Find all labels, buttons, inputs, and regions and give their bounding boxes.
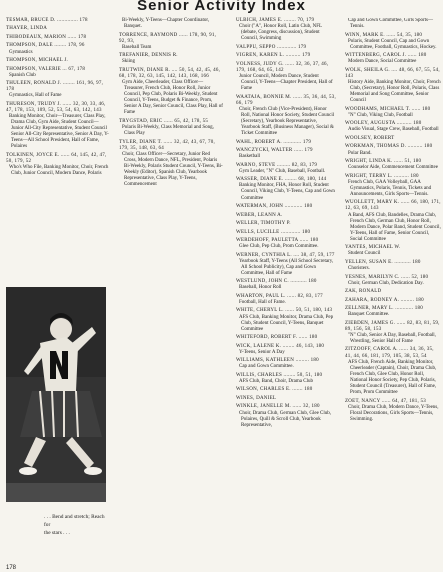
student-name: ZIEBDEN, JAMES G. ...... 82, 83, 81, 59, 89, 156, 58, 153 xyxy=(345,320,440,332)
student-activities: Choir ("A", Honor Roll, Latin Club, NFL (debate, Congress, discussion), Student Council, Swimming xyxy=(239,24,322,42)
student-name: THULEEN, RONALD J. ........ 161, 96, 97, 178 xyxy=(6,81,104,93)
student-activities: Modern Dance, Social Committee xyxy=(348,59,417,65)
student-name: TORRENCE, RAYMOND ...... 178, 90, 91, 92, 93, xyxy=(119,32,217,44)
index-entry xyxy=(119,33,223,51)
photo-caption xyxy=(44,513,108,537)
index-entry xyxy=(6,102,109,151)
student-name: WERNER, CYNTHIA L. .... 38, 47, 59, 177 xyxy=(236,252,335,258)
student-activities: Gym Aide, Cheerleader, Class Officer—Treasurer, French Club, Honor Roll, Junior Council, Pep Club, Polaris Bi-Weekly, Student Council, Y-Teens, Budget & Finance, Prom, Senior A Day, Senior Council, Class Play, Hall of Fame xyxy=(122,80,223,116)
student-name: WOOLSEY, ROBERT xyxy=(345,135,395,141)
student-name: WOLK, SHEILA G. .... 48, 66, 67, 55, 54, 143 xyxy=(345,67,440,79)
student-name: WITTENBERG, CAROL J. ...... 180 xyxy=(345,53,427,59)
student-name: WHITEFORD, ROBERT F. ...... 180 xyxy=(236,335,318,341)
student-activities: Baseball Team xyxy=(122,44,152,50)
index-entry xyxy=(345,53,441,65)
student-name: THOMPSON, MICHAEL J. xyxy=(6,58,69,64)
student-activities: Choir, Drama Club, German Club, Glee Club, Polaires, Quill & Scroll Club, Yearbook Representative, xyxy=(239,410,332,428)
index-entry xyxy=(236,253,336,277)
student-name: ZOET, NANCY ...... 64, 47, 181, 53 xyxy=(345,398,426,404)
index-entry xyxy=(236,177,336,201)
student-activities: AFS Club, Band, Choir, Drama Club xyxy=(239,378,313,384)
index-entry xyxy=(119,140,223,189)
index-entry xyxy=(236,404,336,428)
index-entry xyxy=(236,335,336,341)
index-entry xyxy=(6,58,109,64)
student-activities: Football, Hall of Fame. xyxy=(239,300,286,305)
index-entry xyxy=(236,230,336,236)
student-activities: Cap and Gown Committee. xyxy=(239,364,294,370)
student-activities: Y-Teens, Senior A Day xyxy=(239,349,285,355)
student-name: WILSON, CHARLES E. ....... 180 xyxy=(236,387,313,393)
student-activities: Choir, French Club (Vice-President), Honor Roll, National Honor Society, Student Council (Secretary), Yearbook Representative, Yearbook Staff, (Business Manager), Social & Ticket Committee xyxy=(239,106,335,137)
cheerleader-illustration xyxy=(6,287,106,502)
student-name: WRIGHT, TERRY L. .......... 180 xyxy=(345,173,419,179)
index-column-4 xyxy=(345,18,441,425)
index-entry xyxy=(119,18,223,30)
index-entry xyxy=(236,387,336,393)
student-activities: Polaris, Student Council, Cap and Gown Committee, Football, Gymnastics, Hockey. xyxy=(348,38,437,50)
student-name: WOODHAMS, MICHAEL T. ...... 180 xyxy=(345,106,431,112)
index-entry xyxy=(236,18,336,42)
student-name: ULBICH, JAMES E. ........ 70, 179 xyxy=(236,18,315,23)
student-activities: Gymnastics xyxy=(9,49,33,55)
student-name: ZAHARA, RODNEY A. ......... 180 xyxy=(345,297,424,303)
index-entry xyxy=(236,204,336,210)
index-entry xyxy=(236,396,336,402)
index-entry xyxy=(345,306,441,318)
student-activities: Polar Band. xyxy=(348,150,372,156)
index-entry xyxy=(236,140,336,146)
student-activities: Polaris Bi-Weekly, Class Memorial and Song, Class Play xyxy=(122,125,214,137)
index-entry xyxy=(345,136,441,142)
index-entry xyxy=(345,289,441,295)
student-name: WINKLE, JANELLE M. ...... 32, 180 xyxy=(236,404,320,410)
student-activities: Glee Club, Pep Club, Prom Committee. xyxy=(239,244,319,250)
student-activities: A Band, AFS Club, Bandelles, Drama Club, French Club, German Club, Honor Roll, Modern Dance, Polar Band, Student Council, Y-Teens, Hall of Fame, Senior Council, Social Committee xyxy=(348,212,441,242)
caption-line: the stars . . . xyxy=(44,530,70,536)
student-name: WILLIS, CHARLES ........ 50, 51, 180 xyxy=(236,372,323,378)
index-entry xyxy=(345,174,441,198)
index-entry xyxy=(236,279,336,291)
student-name: YANTES, MICHAEL W. xyxy=(345,245,401,251)
index-entry xyxy=(236,213,336,219)
student-name: THOMPSON, VALERIE ... 67, 178 xyxy=(6,66,86,72)
index-entry xyxy=(236,308,336,332)
index-entry xyxy=(6,26,109,32)
student-activities: Spanish Club xyxy=(9,72,36,78)
student-activities: Counselor Aide, Commencement Committee xyxy=(348,165,438,171)
student-name: TYLER, DIANE T. ...... 32, 42, 43, 67, 70, 179, 35, 148, 63, 64 xyxy=(119,139,216,151)
student-name: WASSER, DIANE E. ........ 68, 180, 144 xyxy=(236,177,327,183)
student-activities: Cap and Gown Committee, Girls Sports—Tennis. xyxy=(348,18,433,30)
index-entry xyxy=(236,148,336,160)
index-entry xyxy=(345,347,441,396)
index-entry xyxy=(345,275,441,287)
student-name: ZITZOOFF, CAROL A. ...... 34, 36, 35, 41, 44, 66, 181, 179, 105, 38, 53, 54 xyxy=(345,347,434,359)
index-entry xyxy=(345,68,441,105)
student-name: WORKMAN, THOMAS D. .......... 180 xyxy=(345,144,433,150)
student-name: WEBER, LEANN A. xyxy=(236,212,283,218)
index-entry xyxy=(345,245,441,257)
student-name: THURESON, TRUDY J. ...... 32, 30, 33, 46, 47, 178, 153, 109, 52, 53, 54, 63, 142, 143 xyxy=(6,101,106,113)
student-name: TRUTWIN, DIANE R. .... 50, 54, 42, 45, 46, 68, 178, 32, 63, 145, 142, 143, 168, 166 xyxy=(119,67,221,79)
student-activities: Banquet Committee. xyxy=(348,312,390,318)
index-entry xyxy=(345,144,441,156)
index-column-2 xyxy=(119,18,223,191)
student-name: WESTLUND, JOHN C. ........... 180 xyxy=(236,279,317,285)
index-entry xyxy=(236,238,336,250)
index-entry xyxy=(345,33,441,51)
index-entry xyxy=(236,294,336,306)
student-activities: Choir, Drama Club, Modern Dance, Y-Teens, Floral Decorations, Girls Sports—Tennis, Swimming. xyxy=(348,404,439,422)
index-entry xyxy=(345,321,441,345)
student-activities: Basketball xyxy=(239,154,261,160)
index-entry xyxy=(6,153,109,177)
student-activities: AFS Club, French Aide, Banking Monitor, Cheerleader (Captain), Choir, Drama Club, French Club, Glee Club, Honor Roll, National Honor Society, Pep Club, Polaris, Student Council (Treasurer), Hall of Fame, Prom, Prom Committee xyxy=(348,359,437,396)
index-entry xyxy=(345,18,441,30)
student-name: TOLKINEN, JOYCE E. ...... 64, 145, 42, 47, 50, 179, 52 xyxy=(6,152,107,164)
index-column-3 xyxy=(236,18,336,431)
student-name: WINN, MARK E. ...... 54, 35, 180 xyxy=(345,32,423,38)
page-title: Senior Activity Index xyxy=(137,0,306,14)
student-name: WERDEHOFF, PAULETTA ...... 180 xyxy=(236,237,319,243)
index-entry xyxy=(236,358,336,370)
student-name: YESNES, MARILYN C. ...... 52, 180 xyxy=(345,274,429,280)
index-entry xyxy=(6,67,109,79)
student-name: WICK, LALENE K. ........ 46, 143, 180 xyxy=(236,343,325,349)
student-activities: Skiing xyxy=(122,59,136,65)
index-entry xyxy=(345,399,441,423)
student-name: WUOLLETT, MARY K. ...... 66, 180, 171, 12, 63, 69, 143 xyxy=(345,200,441,212)
student-activities: Student Council xyxy=(348,251,381,257)
index-entry xyxy=(345,200,441,243)
student-name: ZELLNER, MARY L. ............ 180 xyxy=(345,306,424,312)
index-entry xyxy=(345,159,441,171)
student-name: WILLIAMS, KATHLEEN ......... 180 xyxy=(236,358,319,364)
index-entry xyxy=(6,81,109,99)
student-name: YELLEN, SUSAN E. ........... 180 xyxy=(345,259,421,265)
index-entry xyxy=(236,373,336,385)
student-activities: Who's Who File, Banking Monitor, Choir, French Club, Junior Council, Modern Dance, Polaris xyxy=(9,165,109,177)
index-entry xyxy=(236,62,336,92)
student-name: TRYGSTAD, ERIC ...... 65, 42, 178, 55 xyxy=(119,118,209,124)
index-entry xyxy=(6,35,109,41)
student-name: WARNO, STEVE ......... 82, 83, 179 xyxy=(236,162,318,168)
student-activities: Yearbook Staff, Y-Teens (All School Secretary, All School Publicity), Cap and Gown Committee, Hall of Fame xyxy=(239,258,334,276)
student-activities: "N" Club, Senior A Day, Baseball, Football, Wrestling, Senior Hall of Fame xyxy=(348,332,436,344)
student-name: WELLS, LUCILLE ............. 180 xyxy=(236,229,311,235)
index-entry xyxy=(119,53,223,65)
student-activities: AFS Club, Banking Monitor, Drama Club, Pep Club, Student Council, Y-Teens, Banquet Committee xyxy=(239,314,334,332)
student-name: VALPPU, SEPPO ............. 179 xyxy=(236,44,307,50)
student-activities: Bi-Weekly, Y-Teens—Chapter Coordinator, Banquet. xyxy=(122,18,210,30)
index-entry xyxy=(236,53,336,59)
student-name: WRIGHT, LINDA K. ...... 51, 180 xyxy=(345,159,422,164)
student-activities: Banking Monitor, FHA, Honor Roll, Student Council, Viking Club, Y-Teens, Cap and Gown Committee xyxy=(239,183,335,201)
index-entry xyxy=(236,221,336,227)
index-entry xyxy=(236,344,336,356)
student-name: WHITE, CHERYL L. ...... 50, 51, 180, 143 xyxy=(236,308,333,314)
index-entry xyxy=(345,107,441,119)
student-name: WELLER, TIMOTHY P. xyxy=(236,221,291,227)
student-name: ZAK, RONALD xyxy=(345,289,382,295)
student-activities: Gymnastics, Hall of Fame xyxy=(9,93,62,99)
index-entry xyxy=(6,18,109,24)
student-activities: Banking Monitor, Choir—Treasurer, Class Play, Drama Club, Gym Aide, Student Council—Junior All-City Representative, Student Council Senior All-City Representative, Senior A Day, Y-Teens—All School President, Hall of Fame, Polaires xyxy=(9,113,109,150)
index-entry xyxy=(119,68,223,117)
student-name: THIBODEAUX, MARION ...... 178 xyxy=(6,34,87,40)
index-entry xyxy=(119,119,223,137)
student-activities: Baseball, Honor Roll xyxy=(239,285,282,291)
student-activities: Gym Leader, "N" Club, Baseball, Football. xyxy=(239,168,326,174)
student-name: TESMAR, BRUCE D. .............. 178 xyxy=(6,18,88,23)
index-column-1 xyxy=(6,18,109,180)
student-activities: Audio Visual, Stage Crew, Baseball, Football xyxy=(348,127,439,133)
index-entry xyxy=(345,260,441,272)
page-number: 178 xyxy=(6,565,17,571)
student-name: WAHL, ROBERT A. ............ 179 xyxy=(236,139,312,145)
student-activities: Choir, German Club, Dedication Day. xyxy=(348,280,424,286)
student-activities: Choristers. xyxy=(348,266,370,272)
student-activities: History Aide, Banking Monitor, Choir, French Club, (Secretary), Honor Roll, Polaris, Class Memorial and Song Committee, Senior Council xyxy=(348,80,441,104)
student-activities: French Club, GAA Volleyball, GAA Gymnastics, Polaris, Tennis, Tickets and Announcements, Girls Sports—Tennis. xyxy=(348,179,432,197)
student-name: THAYER, LINDA xyxy=(6,26,48,32)
index-entry xyxy=(236,95,336,138)
student-name: VIGREN, KAREN L. .......... 179 xyxy=(236,53,311,59)
index-entry xyxy=(236,45,336,51)
student-name: WINES, DANIEL xyxy=(236,395,277,401)
caption-line: . . . Bend and stretch; Reach for xyxy=(44,514,105,528)
student-name: VOLNESS, JUDY G. ...... 32, 36, 37, 46, 179, 168, 64, 65, 142 xyxy=(236,61,329,73)
student-activities: "N" Club, Viking Club, Football xyxy=(348,112,413,118)
index-entry xyxy=(6,43,109,55)
student-name: WATERMAN, JOHN ............ 180 xyxy=(236,204,313,210)
student-name: WANCZYCKI, WALTER ...... 179 xyxy=(236,148,313,154)
student-activities: Choir, Class Officer—Secretary, Junior Red Cross, Modern Dance, NFL, President, Polaris Bi-Weekly, Polaris Student Council, Y-Teens, Bi-Weekly (Editor), Spanish Club, Yearbook Representative, Class Play, Y-Teens, Commencement xyxy=(122,151,223,188)
index-entry xyxy=(345,121,441,133)
index-entry xyxy=(236,163,336,175)
student-name: TREFANIER, DENNIS R. xyxy=(119,53,178,59)
student-name: THOMPSON, DALE ........ 178, 96 xyxy=(6,43,85,49)
student-name: WHARTON, PAUL L. ...... 82, 83, 177 xyxy=(236,293,323,299)
student-name: WOOLEY, AUGUSTA .......... 180 xyxy=(345,121,422,127)
index-entry xyxy=(345,298,441,304)
student-activities: Junior Council, Modern Dance, Student Council, Y-Teens—Chapter President, Hall of Fame xyxy=(239,73,333,92)
cheerleader-photo xyxy=(6,287,106,502)
student-name: WAATAJA, BONNIE M. ...... 35, 36, 44, 53, 66, 179 xyxy=(236,94,336,106)
